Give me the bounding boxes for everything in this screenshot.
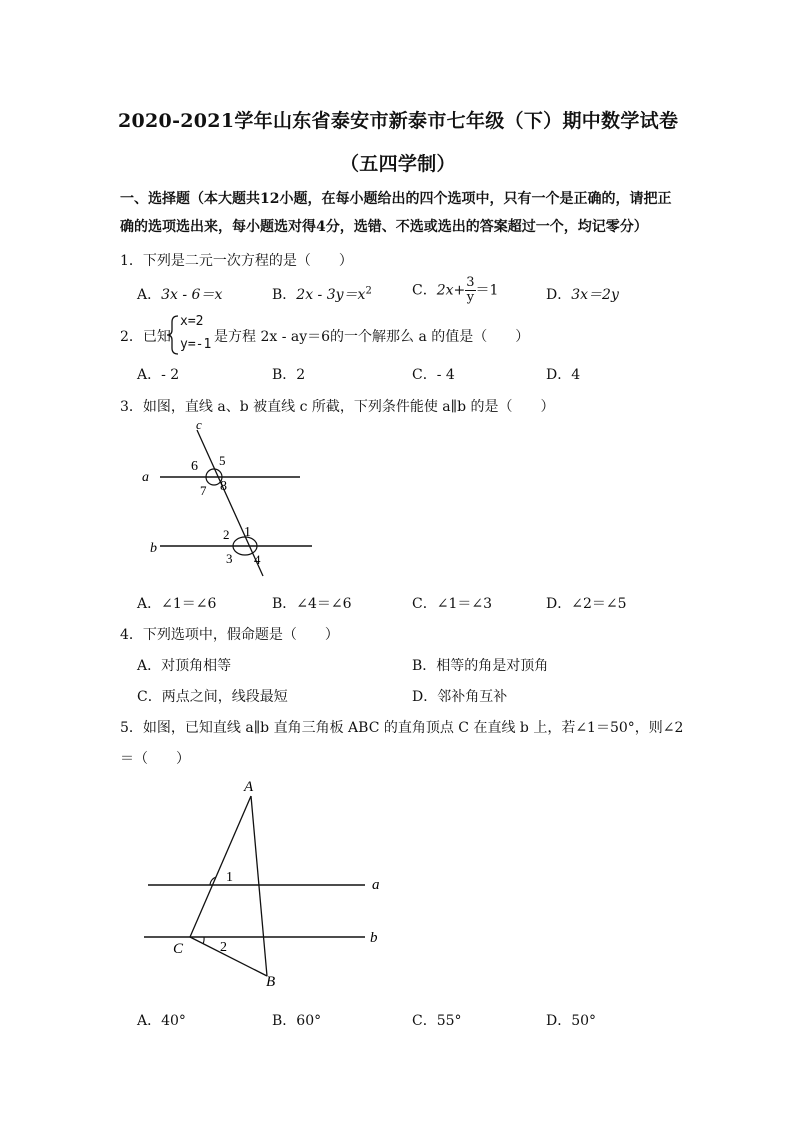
q5-label-2: 2 (220, 940, 227, 955)
q3-label-5: 5 (219, 453, 226, 468)
q5-label-a: a (372, 877, 380, 893)
q3-option-a: A．∠1＝∠6 (137, 596, 217, 612)
q4-option-a: A．对顶角相等 (137, 658, 232, 674)
q1-option-c-suffix: ＝1 (475, 282, 499, 299)
q1-option-c-fraction (465, 276, 475, 305)
q4-option-b: B．相等的角是对顶角 (412, 658, 549, 674)
q4-stem: 4．下列选项中，假命题是（ ） (120, 627, 339, 643)
q2-option-c: C．- 4 (412, 367, 455, 383)
q5-angle2-arc (203, 937, 204, 944)
q5-option-b: B．60° (272, 1013, 322, 1029)
q1-option-a (137, 284, 222, 304)
q3-option-d: D．∠2＝∠5 (546, 596, 627, 612)
q1-fraction-denominator: y (466, 290, 475, 305)
q3-label-4: 4 (254, 552, 261, 567)
q5-label-B: B (266, 974, 276, 990)
q5-label-A: A (244, 779, 254, 795)
q1-option-d-label: D． (546, 287, 572, 303)
q3-label-1: 1 (244, 525, 251, 540)
q1-option-a-value: 3x - 6＝x (161, 287, 223, 303)
q2-system-line2: y=-1 (180, 337, 212, 352)
q3-label-7: 7 (200, 483, 207, 498)
q1-option-b-label: B． (272, 287, 297, 303)
q1-option-c-prefix: 2x+ (436, 282, 466, 299)
section-heading-line2: 确的选项选出来，每小题选对得4分，选错、不选或选出的答案超过一个，均记零分） (120, 219, 648, 235)
q2-option-a: A．- 2 (137, 367, 180, 383)
q1-option-b-exponent: 2 (365, 285, 372, 297)
q3-option-c: C．∠1＝∠3 (412, 596, 492, 612)
q3-label-3: 3 (226, 551, 233, 566)
q1-option-c (412, 276, 498, 305)
q5-stem-line1: 5．如图，已知直线 a∥b 直角三角板 ABC 的直角顶点 C 在直线 b 上，若∠1＝50°，则∠2 (120, 720, 684, 736)
q3-label-c: c (196, 418, 202, 432)
section-heading-line1: 一、选择题（本大题共12小题，在每小题给出的四个选项中，只有一个是正确的，请把正 (120, 191, 672, 207)
q5-label-b: b (370, 930, 378, 946)
q1-option-a-label: A． (137, 287, 162, 303)
page-subtitle: （五四学制） (340, 153, 456, 175)
q2-prefix: 2．已知 (120, 329, 171, 345)
q5-option-d: D．50° (546, 1013, 597, 1029)
q1-option-d (546, 284, 619, 304)
q2-system-line1: x=2 (180, 314, 204, 329)
page-title: 2020-2021学年山东省泰安市新泰市七年级（下）期中数学试卷 (118, 110, 679, 132)
q3-label-8: 8 (220, 479, 227, 494)
q3-label-6: 6 (191, 459, 198, 474)
q3-label-a: a (142, 470, 149, 485)
q5-side-ab (251, 796, 267, 976)
q1-option-d-value: 3x＝2y (571, 287, 619, 303)
q3-stem: 3．如图，直线 a、b 被直线 c 所截，下列条件能使 a∥b 的是（ ） (120, 399, 555, 415)
q5-option-a: A．40° (137, 1013, 186, 1029)
q2-option-b: B．2 (272, 367, 306, 383)
q3-label-2: 2 (223, 527, 230, 542)
q1-option-b (272, 284, 372, 304)
q5-label-C: C (173, 941, 184, 957)
q5-label-1: 1 (226, 870, 233, 885)
q4-option-c: C．两点之间，线段最短 (137, 689, 288, 705)
q4-option-d: D．邻补角互补 (412, 689, 508, 705)
q3-figure (130, 418, 330, 578)
q3-option-b: B．∠4＝∠6 (272, 596, 352, 612)
q5-option-c: C．55° (412, 1013, 462, 1029)
q3-label-b: b (150, 541, 157, 556)
q5-side-cb (190, 937, 267, 976)
q1-fraction-numerator: 3 (466, 275, 475, 290)
q5-stem-line2: ＝（ ） (120, 751, 190, 767)
q5-figure (140, 775, 400, 995)
q2-option-d: D．4 (546, 367, 581, 383)
q1-option-b-value: 2x - 3y＝x (296, 287, 366, 303)
q2-suffix: 是方程 2x - ay＝6的一个解那么 a 的值是（ ） (214, 329, 530, 345)
q1-option-c-label: C． (412, 282, 437, 299)
q1-stem: 1．下列是二元一次方程的是（ ） (120, 253, 353, 269)
q5-side-ac (190, 796, 251, 937)
